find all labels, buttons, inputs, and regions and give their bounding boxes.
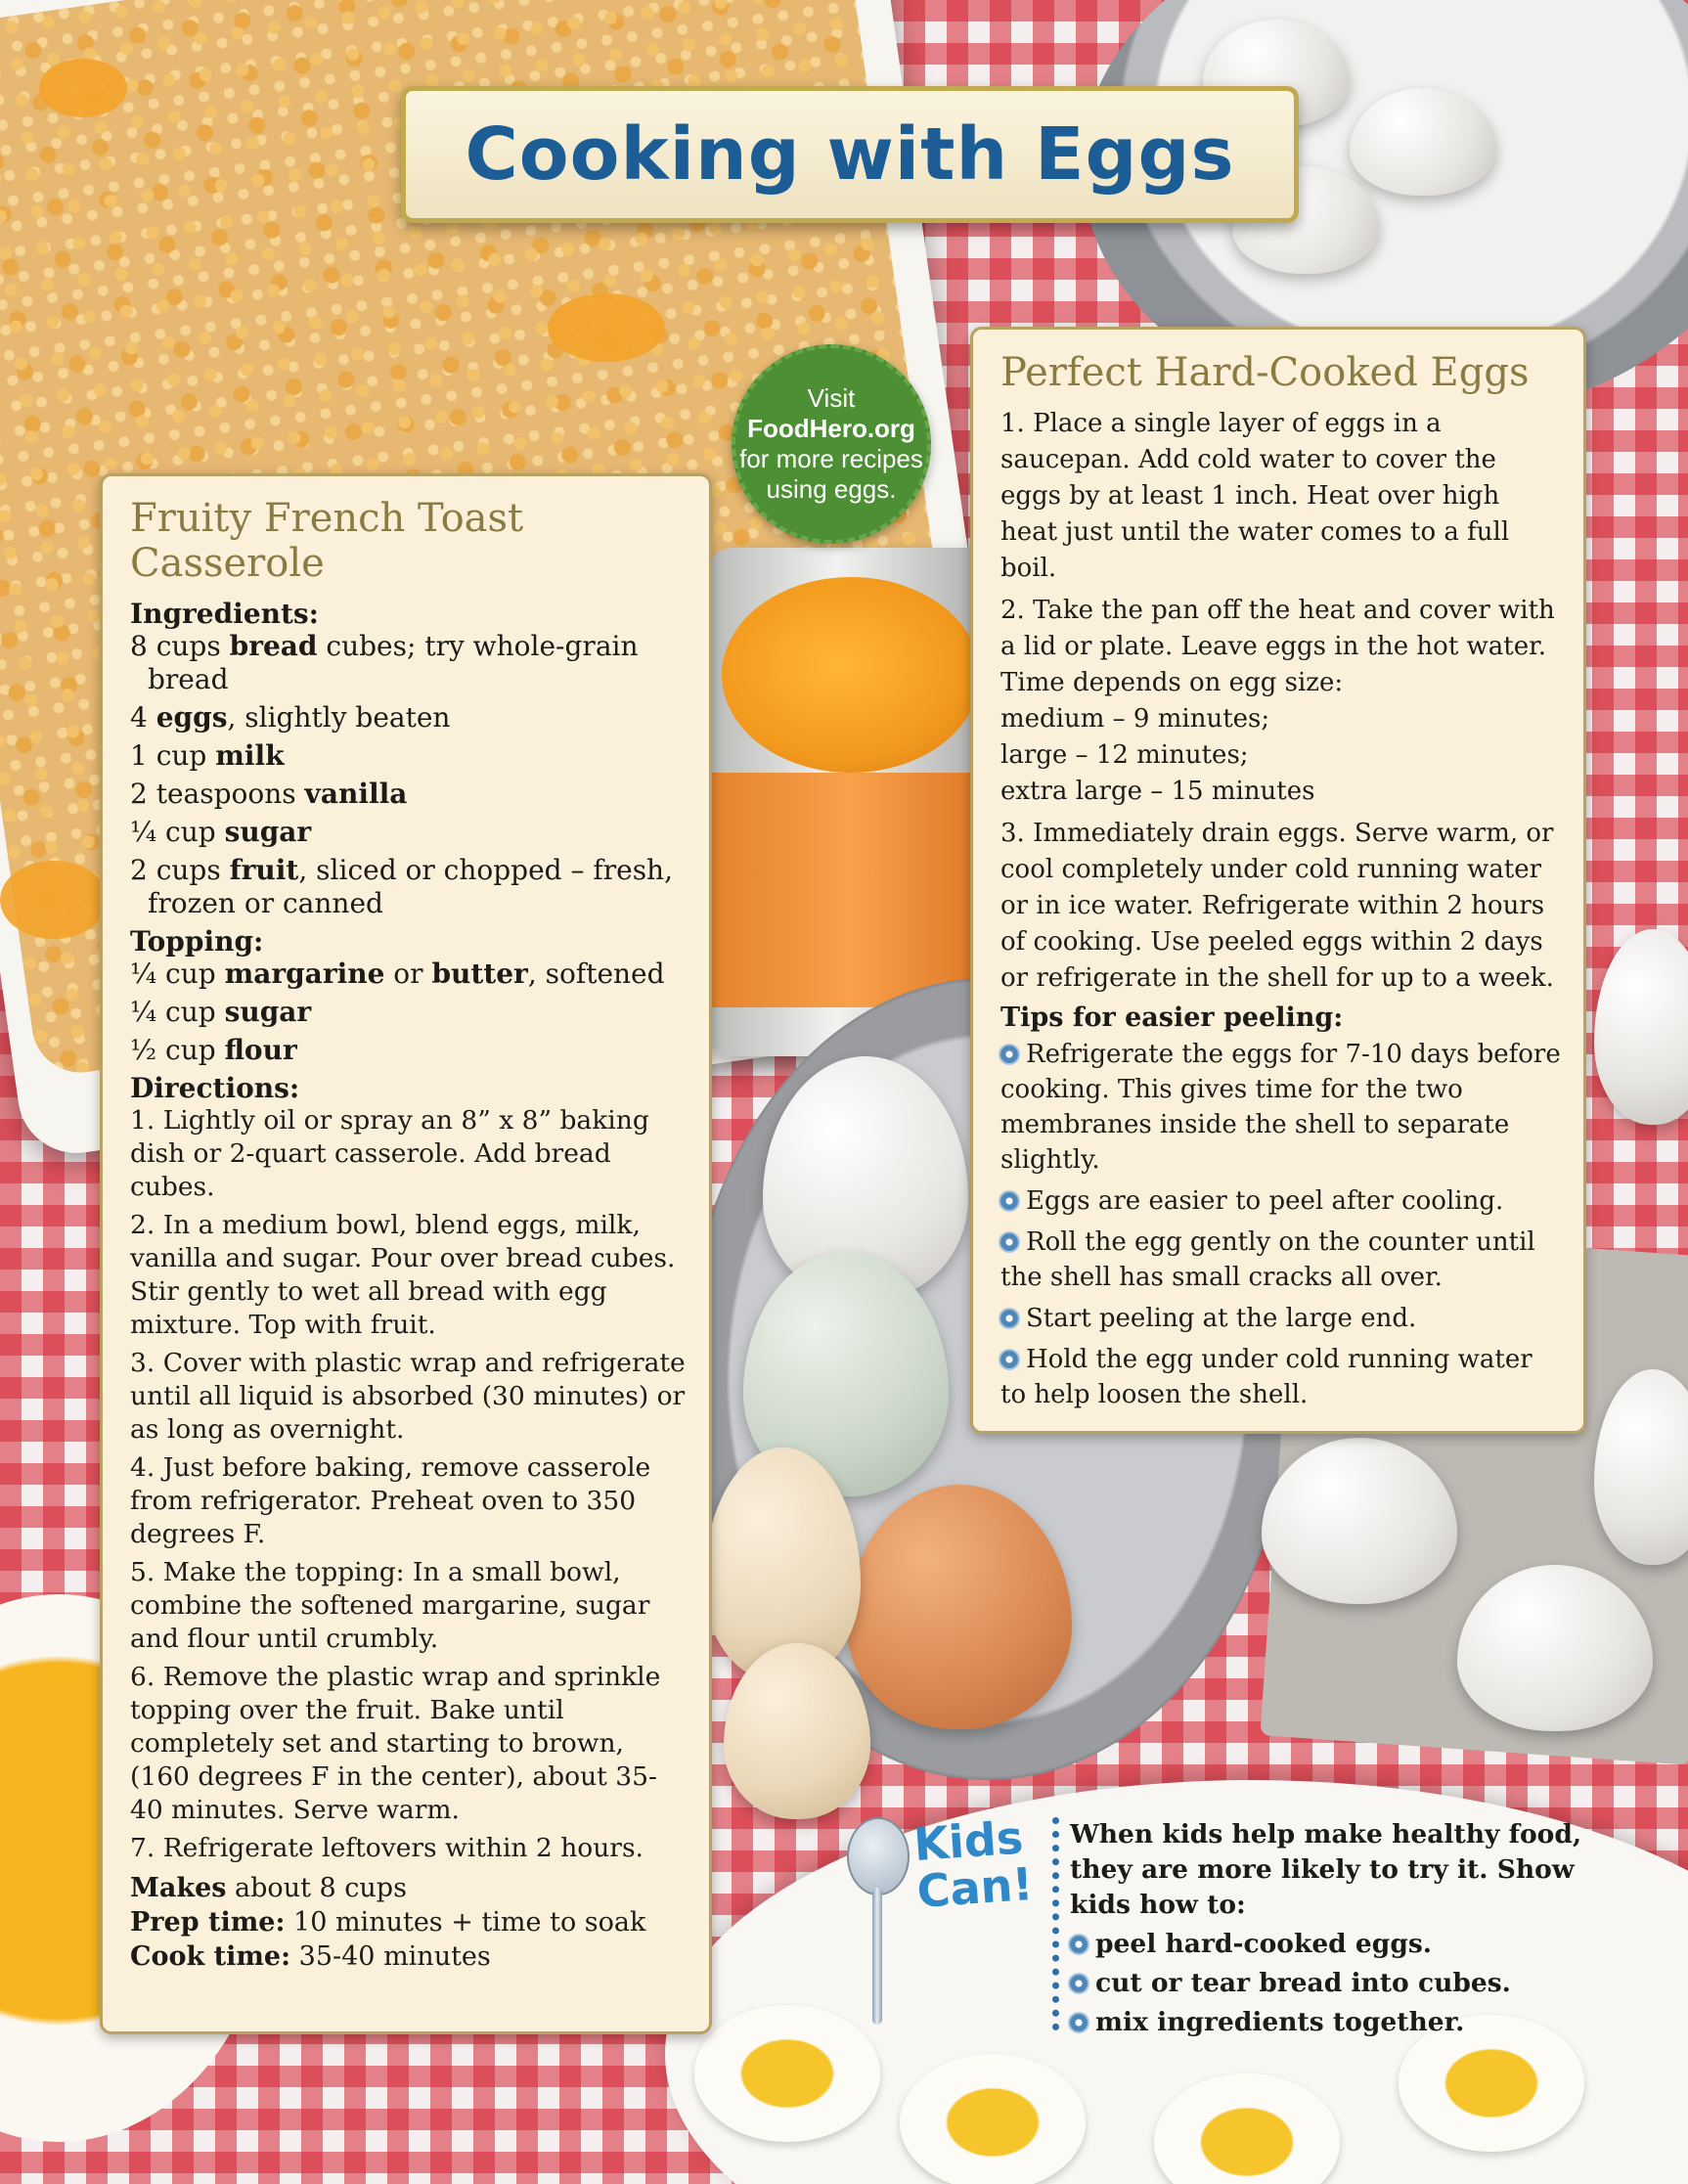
instruction-step: 2. Take the pan off the heat and cover with a lid or plate. Leave eggs in the hot water. Time depends on egg size:: [1000, 596, 1555, 697]
kids-can-intro: When kids help make healthy food, they are more likely to try it. Show kids how to:: [1070, 1819, 1582, 1920]
peach-slice: [39, 59, 127, 117]
instruction-step: 1. Place a single layer of eggs in a saucepan. Add cold water to cover the eggs by at least 1 inch. Heat over high heat just until the water comes to a full boil.: [1000, 409, 1510, 583]
kids-can-item: cut or tear bread into cubes.: [1070, 1966, 1598, 2001]
prep-time-line: Prep time: 10 minutes + time to soak: [130, 1907, 646, 1938]
makes-line: Makes about 8 cups: [130, 1873, 407, 1903]
flower-bullet-icon: [1000, 1351, 1018, 1368]
badge-line: using eggs.: [766, 474, 897, 504]
flower-bullet-icon: [1070, 1975, 1088, 1992]
kids-can-section: [847, 1810, 1590, 2038]
tip-item: Hold the egg under cold running water to help loosen the shell.: [1000, 1345, 1533, 1409]
foodhero-badge: [732, 344, 931, 544]
direction-step: 6. Remove the plastic wrap and sprinkle topping over the fruit. Bake until completely set and starting to brown, (160 degrees F in the center), about 35-40 minutes. Serve warm.: [130, 1662, 661, 1825]
badge-line: Visit: [807, 383, 856, 413]
ingredient-item: ¼ cup sugar: [130, 816, 312, 848]
direction-step: 1. Lightly oil or spray an 8” x 8” baking dish or 2-quart casserole. Add bread cubes.: [130, 1105, 649, 1202]
topping-heading: Topping:: [130, 925, 264, 958]
recipe-meta: [130, 1871, 688, 1974]
tip-item: Roll the egg gently on the counter until the shell has small cracks all over.: [1000, 1227, 1535, 1292]
tips-heading: Tips for easier peeling:: [1000, 1003, 1344, 1033]
badge-link-text: FoodHero.org: [747, 414, 915, 443]
ingredient-item: 2 cups fruit, sliced or chopped – fresh, frozen or canned: [130, 854, 673, 919]
hard-cooked-eggs-card: [970, 327, 1586, 1434]
page-title: Cooking with Eggs: [465, 112, 1235, 197]
direction-step: 3. Cover with plastic wrap and refrigerate until all liquid is absorbed (30 minutes) or as long as overnight.: [130, 1348, 686, 1445]
direction-step: 2. In a medium bowl, blend eggs, milk, vanilla and sugar. Pour over bread cubes. Stir gently to wet all bread with egg mixture. Top with fruit.: [130, 1210, 676, 1340]
ingredients-list: [130, 630, 688, 920]
ingredient-item: 4 eggs, slightly beaten: [130, 701, 451, 734]
dotted-divider: [1052, 1817, 1059, 2030]
tip-item: Refrigerate the eggs for 7-10 days before cooking. This gives time for the two membranes inside the shell to separate slightly.: [1000, 1040, 1561, 1175]
flower-bullet-icon: [1070, 2014, 1088, 2031]
kids-can-text: [1070, 1817, 1598, 2044]
peach-slice: [0, 861, 108, 939]
tip-item: Eggs are easier to peel after cooling.: [1000, 1183, 1564, 1219]
badge-line: for more recipes: [739, 444, 923, 473]
topping-item: ¼ cup sugar: [130, 996, 312, 1028]
kids-can-item: mix ingredients together.: [1070, 2005, 1598, 2040]
flower-bullet-icon: [1000, 1046, 1018, 1063]
kids-can-list: [1070, 1927, 1598, 2040]
peach-slice: [548, 293, 665, 362]
flower-bullet-icon: [1070, 1936, 1088, 1953]
egg-size-time: medium – 9 minutes;: [1000, 704, 1270, 734]
can-label: [704, 773, 998, 1007]
ingredients-heading: Ingredients:: [130, 598, 320, 630]
egg-size-time: large – 12 minutes;: [1000, 740, 1249, 770]
flower-bullet-icon: [1000, 1310, 1018, 1327]
egg-size-time: extra large – 15 minutes: [1000, 777, 1315, 806]
ingredient-item: 2 teaspoons vanilla: [130, 778, 408, 810]
ingredient-item: 8 cups bread cubes; try whole-grain bread: [130, 630, 639, 695]
cook-time-line: Cook time: 35-40 minutes: [130, 1941, 491, 1972]
direction-step: 5. Make the topping: In a small bowl, combine the softened margarine, sugar and flour until crumbly.: [130, 1557, 650, 1654]
title-banner: [401, 86, 1299, 223]
french-toast-recipe-card: [100, 473, 712, 2034]
flower-bullet-icon: [1000, 1233, 1018, 1251]
boiled-egg-half: [900, 2054, 1086, 2184]
recipe-title: Perfect Hard-Cooked Eggs: [1000, 350, 1530, 395]
ingredient-item: 1 cup milk: [130, 739, 285, 772]
topping-item: ½ cup flour: [130, 1034, 297, 1066]
kids-can-logo: Kids Can!: [911, 1810, 1035, 1919]
recipe-title: Fruity French Toast Casserole: [130, 496, 524, 586]
kids-can-item: peel hard-cooked eggs.: [1070, 1927, 1598, 1962]
directions-heading: Directions:: [130, 1072, 300, 1104]
flower-bullet-icon: [1000, 1192, 1018, 1210]
spoon-mascot-icon: [847, 1817, 915, 2032]
canned-peaches: [722, 577, 980, 773]
instruction-step: 3. Immediately drain eggs. Serve warm, or cool completely under cold running water or in ice water. Refrigerate within 2 hours of cooking. Use peeled eggs within 2 days or refrigerate in the shell for up to a week.: [1000, 819, 1554, 993]
topping-item: ¼ cup margarine or butter, softened: [130, 958, 665, 990]
direction-step: 7. Refrigerate leftovers within 2 hours.: [130, 1833, 644, 1863]
direction-step: 4. Just before baking, remove casserole from refrigerator. Preheat oven to 350 degrees F.: [130, 1452, 651, 1549]
tips-list: [1000, 1037, 1564, 1412]
directions-list: [130, 1104, 688, 1865]
tip-item: Start peeling at the large end.: [1000, 1301, 1564, 1336]
topping-list: [130, 958, 688, 1067]
